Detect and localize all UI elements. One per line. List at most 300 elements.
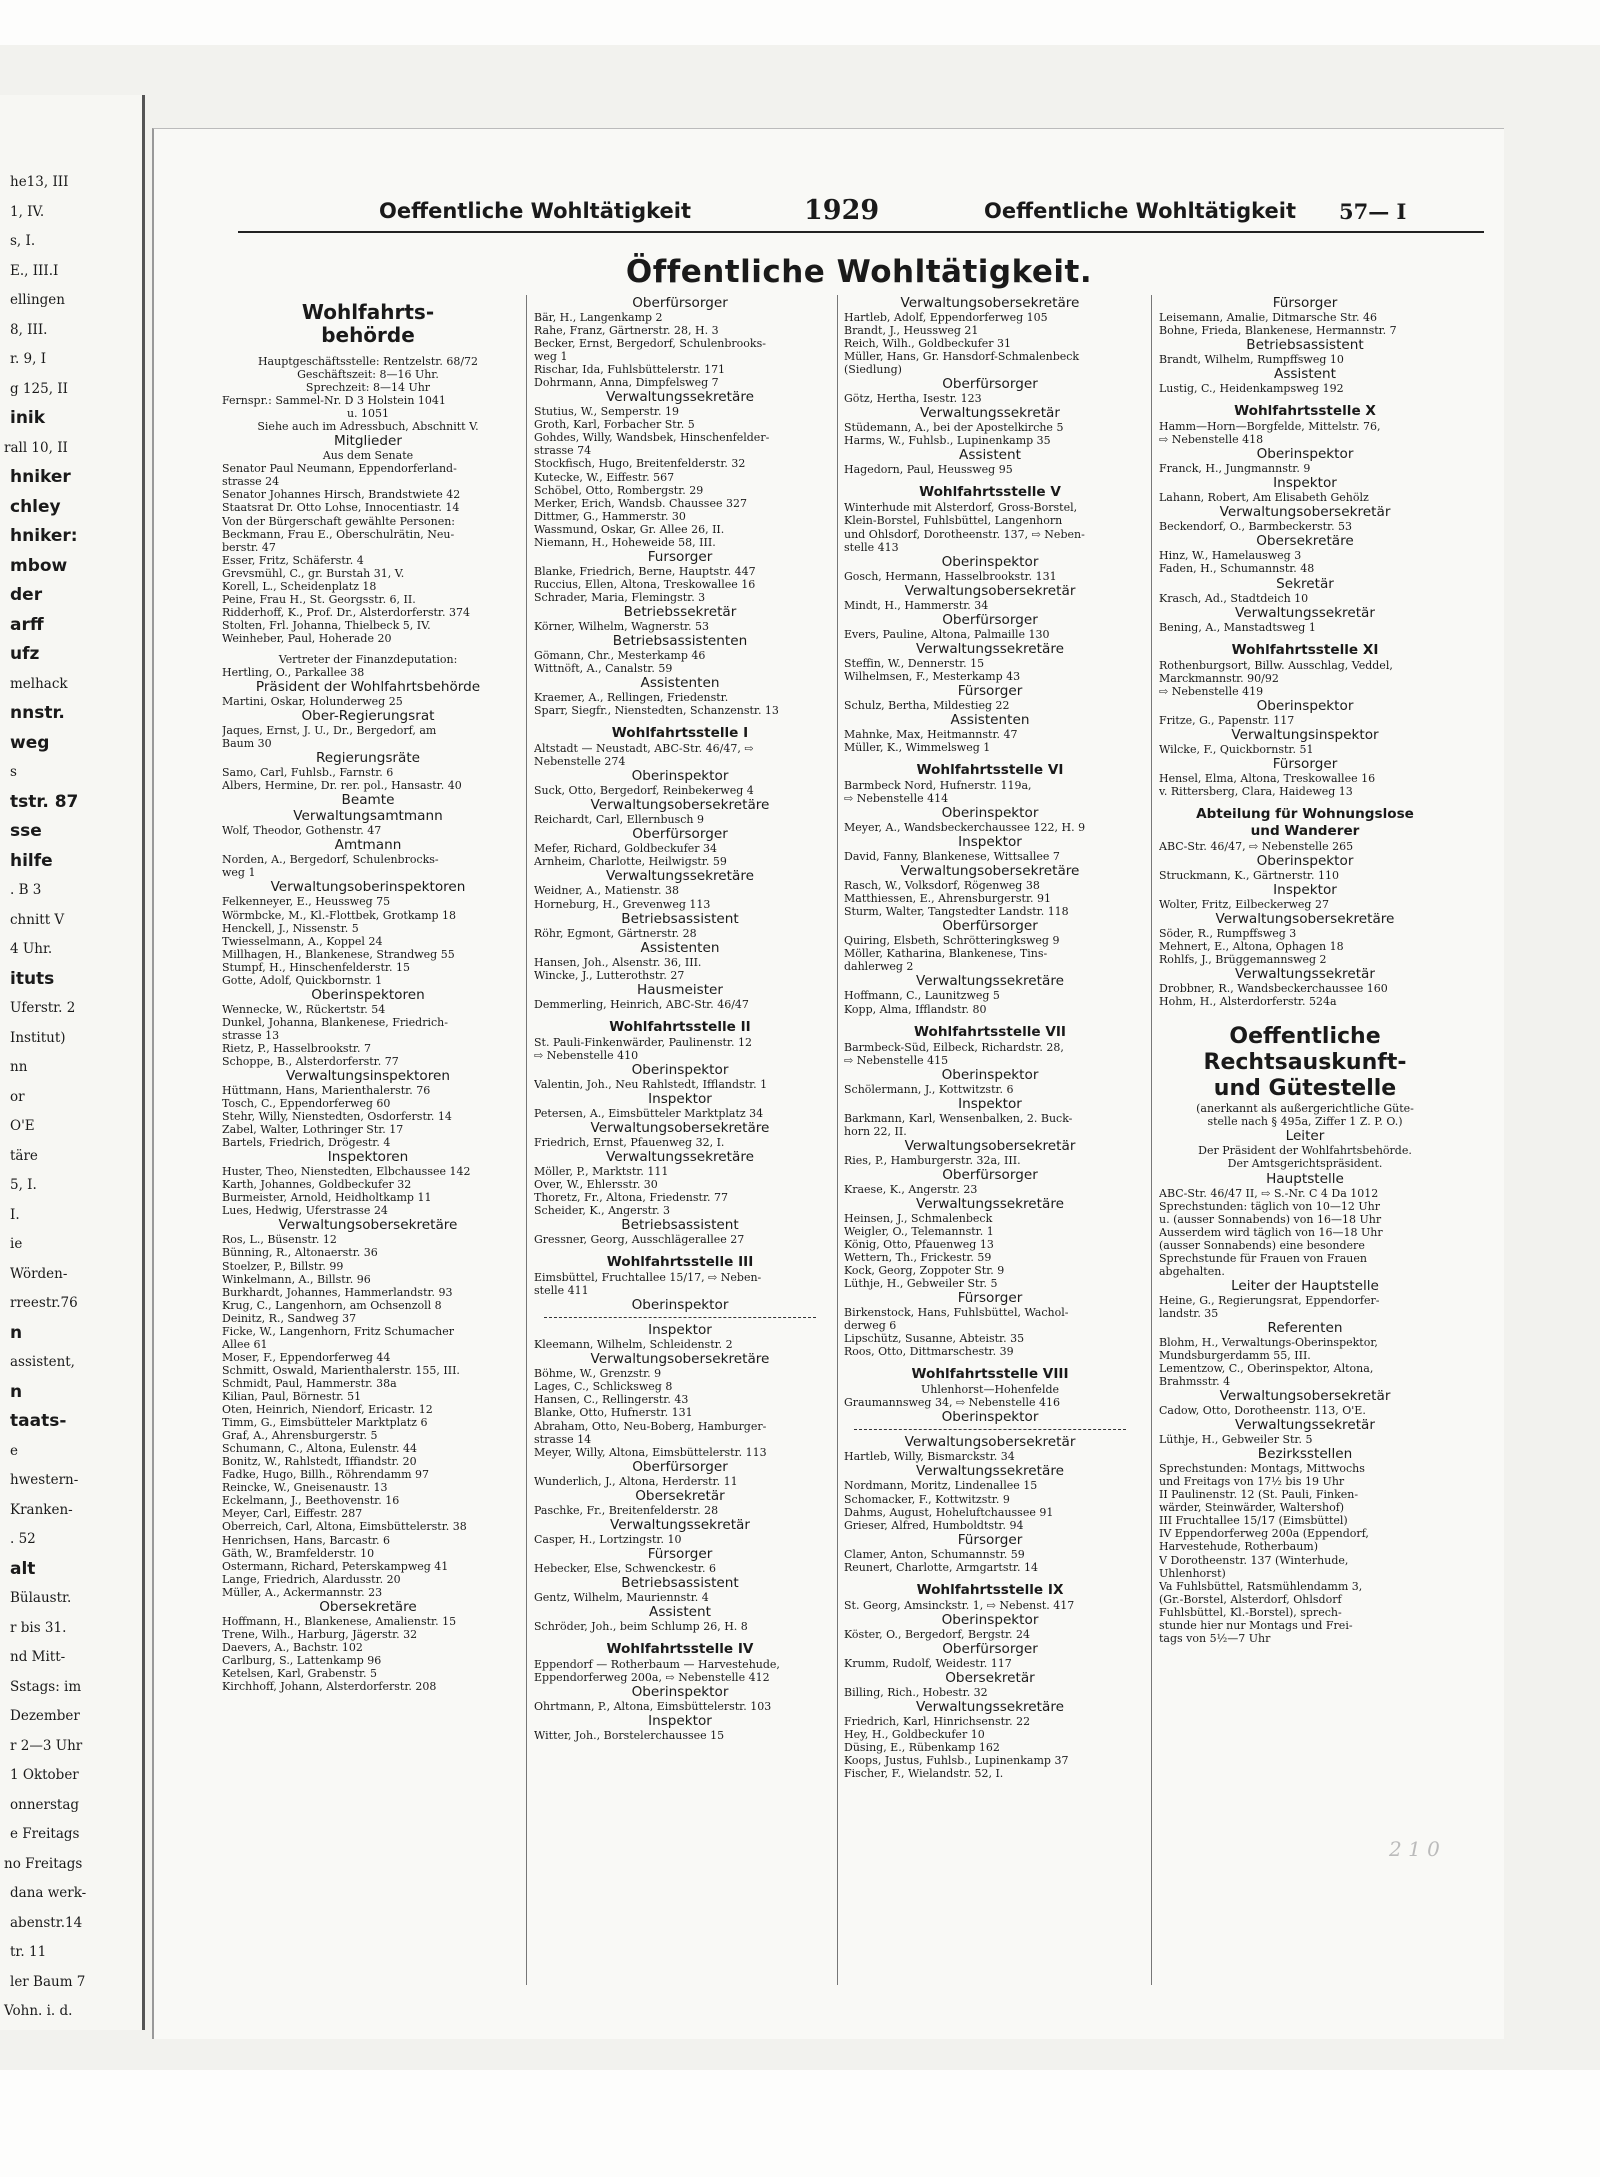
entry-line: Eckelmann, J., Beethovenstr. 16: [222, 1494, 400, 1508]
entry-line: Rischar, Ida, Fuhlsbüttelerstr. 171: [534, 363, 726, 377]
section-heading: Verwaltungsobersekretäre: [1215, 911, 1395, 928]
entry-line-centered: Vertreter der Finanzdeputation:: [278, 652, 458, 666]
section-heading: Fürsorger: [1272, 295, 1338, 311]
entry-line: Gäth, W., Bramfelderstr. 10: [222, 1546, 375, 1560]
strip-text: onnerstag: [10, 1796, 80, 1813]
strip-text: e Freitags: [10, 1826, 80, 1842]
spacer: [1159, 798, 1451, 806]
entry-line: Gentz, Wilhelm, Mauriennstr. 4: [534, 1590, 709, 1604]
entry-line: Franck, H., Jungmannstr. 9: [1159, 462, 1311, 476]
strip-text: s: [10, 764, 17, 780]
entry-line: Timm, G., Eimsbütteler Marktplatz 6: [222, 1416, 428, 1430]
entry-line: Schröder, Joh., beim Schlump 26, H. 8: [534, 1619, 748, 1633]
strip-text: 1, IV.: [10, 203, 45, 220]
entry-line: Köster, O., Bergedorf, Bergstr. 24: [844, 1627, 1031, 1641]
entry-line: ⇨ Nebenstelle 410: [534, 1048, 639, 1062]
entry-line: Birkenstock, Hans, Fuhlsbüttel, Wachol-: [844, 1306, 1069, 1320]
entry-line: Möller, Katharina, Blankenese, Tins-: [844, 947, 1048, 961]
entry-line: Mahnke, Max, Heitmannstr. 47: [844, 727, 1018, 741]
entry-line: Thoretz, Fr., Altona, Friedenstr. 77: [534, 1191, 728, 1205]
entry-line: Blohm, H., Verwaltungs-Oberinspektor,: [1159, 1335, 1378, 1349]
entry-line: Mehnert, E., Altona, Ophagen 18: [1159, 940, 1344, 954]
entry-line: Friedrich, Karl, Hinrichsenstr. 22: [844, 1714, 1031, 1728]
section-heading: Inspektor: [648, 1713, 712, 1730]
entry-line: ⇨ Nebenstelle 415: [844, 1053, 949, 1067]
section-heading: Betriebsassistenten: [612, 632, 748, 649]
block-title: Oeffentliche: [1229, 1024, 1381, 1050]
section-heading: Verwaltungssekretäre: [916, 1195, 1064, 1212]
section-heading: Verwaltungssekretär: [610, 1516, 750, 1533]
entry-line: Wörmbcke, M., Kl.-Flottbek, Grotkamp 18: [222, 908, 457, 922]
entry-line: Millhagen, H., Blankenese, Strandweg 55: [222, 947, 455, 961]
entry-line: Burkhardt, Johannes, Hammerlandstr. 93: [222, 1285, 453, 1299]
spacer: [844, 1016, 1136, 1024]
handwritten-page-note: 2 1 0: [1389, 1837, 1440, 1861]
entry-line: Stehr, Willy, Nienstedten, Osdorferstr. 14: [222, 1110, 452, 1124]
section-heading: Regierungsräte: [315, 750, 421, 767]
entry-line: Friedrich, Ernst, Pfauenweg 32, I.: [534, 1135, 725, 1149]
entry-line: Müller, K., Wimmelsweg 1: [844, 740, 991, 754]
spacer: [844, 754, 1136, 762]
dashed-rule: [544, 1317, 816, 1318]
entry-line: Von der Bürgerschaft gewählte Personen:: [222, 514, 455, 528]
strip-text: 5, I.: [10, 1177, 37, 1193]
entry-line: stelle 411: [534, 1284, 589, 1298]
office-heading: Wohlfahrtsstelle II: [609, 1018, 751, 1035]
entry-line: Ohrtmann, P., Altona, Eimsbüttelerstr. 103: [534, 1700, 772, 1714]
entry-line: Hebecker, Else, Schwenckestr. 6: [534, 1561, 716, 1575]
entry-line: Kirchhoff, Johann, Alsterdorferstr. 208: [222, 1679, 437, 1693]
section-heading: Hauptstelle: [1266, 1170, 1344, 1187]
entry-line: ⇨ Nebenstelle 418: [1159, 433, 1264, 447]
entry-line: horn 22, II.: [844, 1124, 907, 1138]
section-heading: Verwaltungsobersekretäre: [900, 295, 1080, 311]
entry-line: IV Eppendorferweg 200a (Eppendorf,: [1159, 1527, 1369, 1541]
strip-text: hniker: [10, 467, 71, 487]
entry-line: Hansen, C., Rellingerstr. 43: [534, 1393, 689, 1407]
strip-text: täre: [10, 1147, 38, 1164]
entry-line: David, Fanny, Blankenese, Wittsallee 7: [844, 850, 1060, 864]
entry-line: Hinz, W., Hamelausweg 3: [1159, 549, 1302, 563]
entry-line: Dittmer, G., Hammerstr. 30: [534, 509, 686, 523]
running-head-right: Oeffentliche Wohltätigkeit: [984, 199, 1297, 223]
office-heading: Wohlfahrtsstelle I: [611, 725, 749, 742]
entry-line: Harvestehude, Rotherbaum): [1159, 1540, 1319, 1554]
section-heading: Oberfürsorger: [942, 611, 1038, 628]
entry-line: Leisemann, Amalie, Ditmarsche Str. 46: [1159, 311, 1378, 324]
entry-line: Niemann, H., Hoheweide 58, III.: [534, 535, 716, 549]
entry-line: tags von 5½—7 Uhr: [1159, 1631, 1271, 1645]
spacer: [222, 347, 514, 355]
entry-line: Grevsmühl, C., gr. Burstah 31, V.: [222, 566, 405, 580]
office-heading: Wohlfahrtsstelle VI: [916, 761, 1064, 778]
strip-text: e: [10, 1442, 18, 1459]
spacer: [534, 1011, 826, 1019]
entry-line: Uhlenhorst): [1159, 1566, 1226, 1580]
entry-line: Fischer, F., Wielandstr. 52, I.: [844, 1767, 1004, 1781]
entry-line: Heinsen, J., Schmalenbeck: [844, 1211, 993, 1225]
section-heading: Beamte: [341, 792, 395, 809]
section-heading: Verwaltungsobersekretär: [1219, 1388, 1391, 1405]
entry-line: und Ohlsdorf, Dorotheenstr. 137, ⇨ Neben-: [844, 527, 1085, 541]
section-heading: Verwaltungsobersekretäre: [590, 1351, 770, 1368]
section-heading: Verwaltungsobersekretäre: [590, 797, 770, 814]
entry-line: Esser, Fritz, Schäferstr. 4: [222, 553, 364, 567]
entry-line: und Freitags von 17½ bis 19 Uhr: [1159, 1475, 1345, 1489]
entry-line: dahlerweg 2: [844, 960, 914, 974]
entry-line: Heine, G., Regierungsrat, Eppendorfer-: [1159, 1293, 1380, 1307]
entry-line: Kraemer, A., Rellingen, Friedenstr.: [534, 691, 729, 705]
strip-text: r 2—3 Uhr: [10, 1737, 83, 1754]
entry-line: Wettern, Th., Frickestr. 59: [844, 1251, 992, 1265]
entry-line: Matthiessen, E., Ahrensburgerstr. 91: [844, 892, 1051, 906]
entry-line: Blanke, Friedrich, Berne, Hauptstr. 447: [534, 564, 756, 578]
entry-line: König, Otto, Pfauenweg 13: [844, 1237, 994, 1251]
entry-line: Winkelmann, A., Billstr. 96: [222, 1272, 371, 1286]
strip-text: Vohn. i. d.: [4, 2003, 73, 2019]
entry-line: Henckell, J., Nissenstr. 5: [222, 921, 359, 935]
entry-line: Hüttmann, Hans, Marienthalerstr. 76: [222, 1084, 431, 1098]
entry-line: strasse 14: [534, 1432, 592, 1446]
block-title: behörde: [321, 323, 415, 347]
entry-line: Krug, C., Langenhorn, am Ochsenzoll 8: [222, 1298, 442, 1312]
entry-line: Stüdemann, A., bei der Apostelkirche 5: [844, 421, 1064, 435]
entry-line: Huster, Theo, Nienstedten, Elbchaussee 142: [222, 1165, 471, 1179]
entry-line: Rohlfs, J., Brüggemannsweg 2: [1159, 953, 1327, 967]
entry-line: Steffin, W., Dennerstr. 15: [844, 656, 985, 670]
entry-line: Winterhude mit Alsterdorf, Gross-Borstel,: [844, 501, 1078, 515]
entry-line: Schrader, Maria, Flemingstr. 3: [534, 590, 706, 604]
entry-line: Over, W., Ehlersstr. 30: [534, 1178, 658, 1192]
entry-line: Hey, H., Goldbeckufer 10: [844, 1728, 985, 1741]
section-heading: Hausmeister: [637, 981, 723, 998]
block-title: und Gütestelle: [1213, 1076, 1397, 1102]
strip-text: chnitt V: [10, 911, 65, 928]
entry-line: St. Georg, Amsinckstr. 1, ⇨ Nebenst. 417: [844, 1598, 1075, 1612]
column-2: [534, 295, 826, 2105]
entry-line: stunde hier nur Montags und Frei-: [1159, 1618, 1353, 1632]
entry-line: Schöbel, Otto, Rombergstr. 29: [534, 483, 704, 497]
entry-line: Burmeister, Arnold, Heidholtkamp 11: [222, 1191, 432, 1205]
strip-text: Dezember: [10, 1708, 80, 1724]
spacer: [1159, 1008, 1451, 1016]
entry-line: (ausser Sonnabends) eine besondere: [1159, 1238, 1365, 1252]
entry-line: Senator Johannes Hirsch, Brandstwiete 42: [222, 488, 461, 502]
entry-line: Wilhelmsen, F., Mesterkamp 43: [844, 669, 1021, 683]
entry-line: Wolf, Theodor, Gothenstr. 47: [222, 824, 382, 838]
entry-line: Ostermann, Richard, Peterskampweg 41: [222, 1559, 449, 1573]
entry-line: Marckmannstr. 90/92: [1159, 671, 1279, 685]
section-heading: Inspektor: [648, 1322, 712, 1339]
entry-line: Hagedorn, Paul, Heussweg 95: [844, 463, 1013, 477]
strip-text: . B 3: [10, 882, 42, 898]
section-heading: Ober-Regierungsrat: [301, 708, 435, 725]
entry-line: Krumm, Rudolf, Weidestr. 117: [844, 1656, 1012, 1670]
section-heading: Assistenten: [640, 675, 720, 692]
entry-line: Oten, Heinrich, Niendorf, Ericastr. 12: [222, 1403, 433, 1417]
strip-text: arff: [10, 614, 44, 635]
entry-line: Jaques, Ernst, J. U., Dr., Bergedorf, am: [222, 724, 437, 738]
section-heading: Oberfürsorger: [632, 295, 728, 311]
office-heading: Wohlfahrtsstelle XI: [1231, 641, 1379, 658]
entry-line-centered: Siehe auch im Adressbuch, Abschnitt V.: [257, 420, 479, 434]
entry-line: Faden, H., Schumannstr. 48: [1159, 562, 1315, 576]
entry-line: Brahmsstr. 4: [1159, 1375, 1231, 1389]
column-rule: [526, 295, 527, 1985]
entry-line: Stoelzer, P., Billstr. 99: [222, 1259, 344, 1273]
spacer: [844, 1358, 1136, 1366]
entry-line: Evers, Pauline, Altona, Palmaille 130: [844, 627, 1050, 641]
entry-line: Sturm, Walter, Tangstedter Landstr. 118: [844, 905, 1069, 919]
office-heading: Wohlfahrtsstelle X: [1234, 403, 1376, 420]
section-heading: Fursorger: [647, 548, 713, 565]
entry-line: Billing, Rich., Hobestr. 32: [844, 1685, 988, 1699]
section-heading: Oberinspektor: [631, 1061, 729, 1078]
spacer: [1159, 395, 1451, 403]
entry-line: abgehalten.: [1159, 1264, 1225, 1278]
entry-line: Reincke, W., Gneisenaustr. 13: [222, 1481, 388, 1495]
entry-line: Suck, Otto, Bergedorf, Reinbekerweg 4: [534, 784, 754, 798]
entry-line: Mundsburgerdamm 55, III.: [1159, 1348, 1311, 1362]
section-heading: Oberinspektoren: [311, 986, 425, 1003]
entry-line: berstr. 47: [222, 540, 276, 554]
entry-line: Arnheim, Charlotte, Heilwigstr. 59: [534, 855, 727, 869]
entry-line: Barkmann, Karl, Wensenbalken, 2. Buck-: [844, 1111, 1073, 1125]
entry-line: Wittnöft, A., Canalstr. 59: [534, 662, 673, 676]
section-heading: Obersekretäre: [319, 1598, 417, 1615]
strip-text: no Freitags: [4, 1855, 83, 1872]
entry-line: v. Rittersberg, Clara, Haideweg 13: [1159, 784, 1353, 798]
strip-text: . 52: [10, 1531, 36, 1547]
section-heading: Inspektor: [958, 834, 1022, 851]
entry-line: Karth, Johannes, Goldbeckufer 32: [222, 1178, 412, 1192]
entry-line: ABC-Str. 46/47 II, ⇨ S.-Nr. C 4 Da 1012: [1159, 1186, 1379, 1200]
strip-text: assistent,: [10, 1354, 75, 1370]
entry-line-centered: Sprechzeit: 8—14 Uhr: [305, 381, 431, 395]
entry-line: Schmidt, Paul, Hammerstr. 38a: [222, 1376, 397, 1390]
office-heading: und Wanderer: [1250, 822, 1360, 839]
entry-line: Beckendorf, O., Barmbeckerstr. 53: [1159, 520, 1353, 534]
entry-line: Ruccius, Ellen, Altona, Treskowallee 16: [534, 577, 756, 591]
entry-line: Möller, P., Marktstr. 111: [534, 1164, 669, 1178]
entry-line: Hartleb, Willy, Bismarckstr. 34: [844, 1450, 1015, 1464]
entry-line: stelle 413: [844, 540, 899, 554]
entry-line: Weigler, O., Telemannstr. 1: [844, 1224, 994, 1238]
entry-line: Weidner, A., Matienstr. 38: [534, 884, 680, 898]
spacer: [222, 645, 514, 653]
entry-line: ⇨ Nebenstelle 419: [1159, 684, 1264, 698]
entry-line: Rasch, W., Volksdorf, Rögenweg 38: [844, 879, 1040, 893]
entry-line: Wassmund, Oskar, Gr. Allee 26, II.: [534, 522, 725, 536]
section-heading: Fürsorger: [1272, 755, 1338, 772]
office-heading: Wohlfahrtsstelle VII: [914, 1023, 1066, 1040]
section-heading: Assistenten: [640, 939, 720, 956]
section-heading: Oberfürsorger: [942, 1640, 1038, 1657]
entry-line: Böhme, W., Grenzstr. 9: [534, 1367, 662, 1381]
section-heading: Verwaltungssekretäre: [606, 868, 754, 885]
entry-line: Gömann, Chr., Mesterkamp 46: [534, 648, 706, 662]
entry-line: Altstadt — Neustadt, ABC-Str. 46/47, ⇨: [534, 742, 754, 756]
strip-text: hniker:: [10, 526, 78, 546]
entry-line: Gohdes, Willy, Wandsbek, Hinschenfelder-: [534, 431, 770, 445]
entry-line: Röhr, Egmont, Gärtnerstr. 28: [534, 926, 697, 940]
entry-line: Albers, Hermine, Dr. rer. pol., Hansastr. 40: [222, 779, 462, 793]
strip-text: der: [10, 585, 43, 605]
entry-line: Deinitz, R., Sandweg 37: [222, 1311, 357, 1325]
entry-line: Kock, Georg, Zoppoter Str. 9: [844, 1264, 1005, 1278]
section-heading: Verwaltungsoberinspektoren: [270, 879, 466, 896]
entry-line: Schulz, Bertha, Mildestieg 22: [844, 698, 1010, 712]
strip-text: r. 9, I: [10, 351, 47, 367]
entry-line: Reunert, Charlotte, Armgartstr. 14: [844, 1560, 1038, 1574]
strip-text: Uferstr. 2: [10, 1000, 76, 1016]
section-heading: Oberinspektor: [941, 1066, 1039, 1083]
strip-text: Bülaustr.: [10, 1590, 72, 1606]
entry-line: u. (ausser Sonnabends) von 16—18 Uhr: [1159, 1212, 1382, 1226]
section-heading: Oberinspektor: [941, 553, 1039, 570]
section-heading: Inspektor: [1273, 882, 1337, 899]
strip-text: ellingen: [10, 292, 65, 308]
section-heading: Inspektoren: [327, 1149, 409, 1166]
section-heading: Oberfürsorger: [942, 376, 1038, 393]
entry-line: Schomacker, F., Kottwitzstr. 9: [844, 1492, 1010, 1506]
entry-line: Kutecke, W., Eiffestr. 567: [534, 470, 675, 484]
strip-text: sse: [10, 821, 42, 841]
entry-line: Gosch, Hermann, Hasselbrookstr. 131: [844, 569, 1057, 583]
strip-text: n: [10, 1381, 23, 1402]
strip-text: ufz: [10, 644, 40, 664]
strip-text: 1 Oktober: [10, 1767, 79, 1783]
entry-line: St. Pauli-Finkenwärder, Paulinenstr. 12: [534, 1035, 752, 1049]
strip-text: nn: [10, 1059, 28, 1075]
strip-text: I.: [10, 1206, 20, 1223]
entry-line: Lahann, Robert, Am Elisabeth Gehölz: [1159, 491, 1369, 505]
entry-line: Brandt, Wilhelm, Rumpffsweg 10: [1159, 353, 1344, 367]
section-heading: Verwaltungssekretäre: [916, 640, 1064, 657]
entry-line: Cadow, Otto, Dorotheenstr. 113, O'E.: [1159, 1404, 1366, 1418]
page-number: 57— I: [1339, 199, 1407, 224]
section-heading: Assistent: [649, 1603, 711, 1620]
entry-line: Kopp, Alma, Ifflandstr. 80: [844, 1002, 987, 1016]
section-heading: Assistent: [1274, 366, 1336, 383]
entry-line: landstr. 35: [1159, 1306, 1219, 1320]
entry-line: Wolter, Fritz, Eilbeckerweg 27: [1159, 898, 1329, 912]
section-heading: Oberinspektor: [941, 805, 1039, 822]
entry-line: Hansen, Joh., Alsenstr. 36, III.: [534, 955, 702, 969]
block-title: Rechtsauskunft-: [1203, 1050, 1407, 1076]
section-heading: Betriebsassistent: [1246, 337, 1364, 354]
entry-line: Barmbeck-Süd, Eilbeck, Richardstr. 28,: [844, 1040, 1064, 1054]
entry-line: Meyer, Carl, Eiffestr. 287: [222, 1507, 363, 1521]
entry-line: derweg 6: [844, 1319, 897, 1333]
entry-line: ⇨ Nebenstelle 414: [844, 792, 949, 806]
entry-line: Lustig, C., Heidenkampsweg 192: [1159, 382, 1344, 396]
entry-line: Groth, Karl, Forbacher Str. 5: [534, 418, 695, 432]
strip-text: Wörden-: [10, 1265, 68, 1282]
entry-line: Eppendorferweg 200a, ⇨ Nebenstelle 412: [534, 1671, 770, 1684]
entry-line: Harms, W., Fuhlsb., Lupinenkamp 35: [844, 434, 1051, 448]
entry-line: strasse 74: [534, 444, 592, 458]
spacer: [844, 1574, 1136, 1582]
spacer: [844, 476, 1136, 484]
office-heading: Wohlfahrtsstelle III: [606, 1254, 754, 1271]
entry-line: Hoffmann, H., Blankenese, Amalienstr. 15: [222, 1614, 457, 1628]
entry-line: Koops, Justus, Fuhlsb., Lupinenkamp 37: [844, 1754, 1069, 1768]
entry-line: Valentin, Joh., Neu Rahlstedt, Ifflandstr. 1: [534, 1077, 768, 1091]
entry-line: Mindt, H., Hammerstr. 34: [844, 598, 989, 612]
strip-text: n: [10, 1322, 23, 1343]
section-heading: Fürsorger: [957, 1531, 1023, 1548]
entry-line: strasse 13: [222, 1028, 280, 1042]
entry-line: Fadke, Hugo, Billh., Röhrendamm 97: [222, 1468, 429, 1482]
section-heading: Mitglieder: [334, 433, 402, 450]
entry-line: Clamer, Anton, Schumannstr. 59: [844, 1547, 1025, 1561]
entry-line: Barmbeck Nord, Hufnerstr. 119a,: [844, 778, 1032, 792]
entry-line-centered: (anerkannt als außergerichtliche Güte-: [1196, 1102, 1414, 1116]
column-rule: [837, 295, 838, 1985]
column-rule: [1151, 295, 1152, 1985]
entry-line: Daevers, A., Bachstr. 102: [222, 1640, 363, 1654]
section-heading: Inspektor: [958, 1095, 1022, 1112]
entry-line: Beckmann, Frau E., Oberschulrätin, Neu-: [222, 527, 455, 541]
entry-line: Schoppe, B., Alsterdorferstr. 77: [222, 1054, 399, 1068]
spacer: [1159, 634, 1451, 642]
entry-line-centered: u. 1051: [346, 407, 390, 421]
entry-line: Merker, Erich, Wandsb. Chaussee 327: [534, 496, 747, 510]
office-heading: Wohlfahrtsstelle V: [919, 484, 1061, 501]
entry-line: Becker, Ernst, Bergedorf, Schulenbrooks-: [534, 337, 766, 351]
strip-text: tstr. 87: [10, 791, 79, 812]
section-heading: Betriebsassistent: [621, 1574, 739, 1591]
entry-line: II Paulinenstr. 12 (St. Pauli, Finken-: [1159, 1488, 1359, 1502]
section-heading: Inspektor: [1273, 475, 1337, 492]
entry-line: Sprechstunden: täglich von 10—12 Uhr: [1159, 1199, 1380, 1213]
entry-line: Gressner, Georg, Ausschlägerallee 27: [534, 1233, 745, 1247]
entry-line: Eppendorf — Rotherbaum — Harvestehude,: [534, 1657, 780, 1671]
section-heading: Oberinspektor: [631, 1297, 729, 1314]
entry-line: Ridderhoff, K., Prof. Dr., Alsterdorferstr. 374: [222, 605, 470, 619]
entry-line: Wennecke, W., Rückertstr. 54: [222, 1002, 386, 1016]
entry-line: Reich, Wilh., Goldbeckufer 31: [844, 337, 1012, 351]
section-heading: Oberinspektor: [631, 1684, 729, 1701]
adjacent-page-strip: [0, 95, 145, 2030]
entry-line: Nordmann, Moritz, Lindenallee 15: [844, 1479, 1038, 1493]
entry-line: Stutius, W., Semperstr. 19: [534, 405, 679, 419]
entry-line: Korell, L., Scheidenplatz 18: [222, 579, 377, 593]
entry-line: Lange, Friedrich, Alardusstr. 20: [222, 1572, 401, 1586]
entry-line: Samo, Carl, Fuhlsb., Farnstr. 6: [222, 766, 394, 780]
entry-line: weg 1: [534, 350, 568, 364]
entry-line: Sparr, Siegfr., Nienstedten, Schanzenstr. 13: [534, 704, 779, 718]
entry-line: Lues, Hedwig, Uferstrasse 24: [222, 1204, 388, 1218]
entry-line: Graumannsweg 34, ⇨ Nebenstelle 416: [844, 1396, 1061, 1410]
spacer: [534, 1246, 826, 1254]
dashed-rule: [854, 1429, 1126, 1430]
spacer: [534, 1633, 826, 1641]
section-heading: Fürsorger: [957, 682, 1023, 699]
entry-line: Trene, Wilh., Harburg, Jägerstr. 32: [222, 1627, 418, 1641]
strip-text: inik: [10, 408, 46, 428]
spacer: [1159, 1016, 1451, 1024]
strip-text: rreestr.76: [10, 1295, 78, 1311]
entry-line: Sprechstunde für Frauen von Frauen: [1159, 1251, 1367, 1265]
section-heading: Bezirksstellen: [1257, 1446, 1353, 1463]
entry-line: Schmitt, Oswald, Marienthalerstr. 155, III.: [222, 1363, 460, 1377]
entry-line: Hartleb, Adolf, Eppendorferweg 105: [844, 311, 1048, 324]
strip-text: melhack: [10, 675, 68, 692]
entry-line: Martini, Oskar, Holunderweg 25: [222, 695, 403, 709]
entry-line: Demmerling, Heinrich, ABC-Str. 46/47: [534, 997, 749, 1011]
